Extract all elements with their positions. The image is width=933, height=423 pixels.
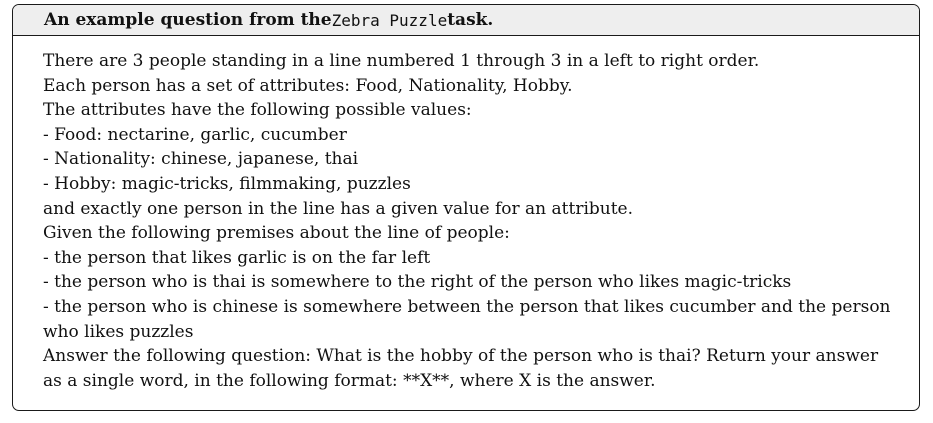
text-line: and exactly one person in the line has a given value for an attribute. <box>43 198 634 219</box>
title-prefix: An example question from the <box>44 10 332 30</box>
text-line: Given the following premises about the line of people: <box>43 223 510 244</box>
example-question-box <box>12 4 920 411</box>
text-line: Each person has a set of attributes: Food, Nationality, Hobby. <box>43 75 573 96</box>
text-line: There are 3 people standing in a line numbered 1 through 3 in a left to right order. <box>43 51 760 71</box>
text-line: - the person who is chinese is somewhere between the person that likes cucumber and the person who likes puzzles <box>43 296 891 342</box>
title-code: Zebra Puzzle <box>331 10 448 30</box>
text-line: - Hobby: magic-tricks, filmmaking, puzzles <box>43 173 411 194</box>
title-suffix: task. <box>447 10 494 30</box>
text-line: - Food: nectarine, garlic, cucumber <box>43 124 347 145</box>
text-line: - the person that likes garlic is on the far left <box>43 247 431 268</box>
text-line: - Nationality: chinese, japanese, thai <box>43 149 359 170</box>
text-line: The attributes have the following possible values: <box>43 100 472 121</box>
text-line: Answer the following question: What is the hobby of the person who is thai? Return your answer as a single word, in the following format: **X**, where X is the answer. <box>43 346 879 391</box>
text-line: - the person who is thai is somewhere to the right of the person who likes magic-tricks <box>43 272 792 293</box>
question-text <box>13 36 919 393</box>
box-title <box>13 5 919 36</box>
